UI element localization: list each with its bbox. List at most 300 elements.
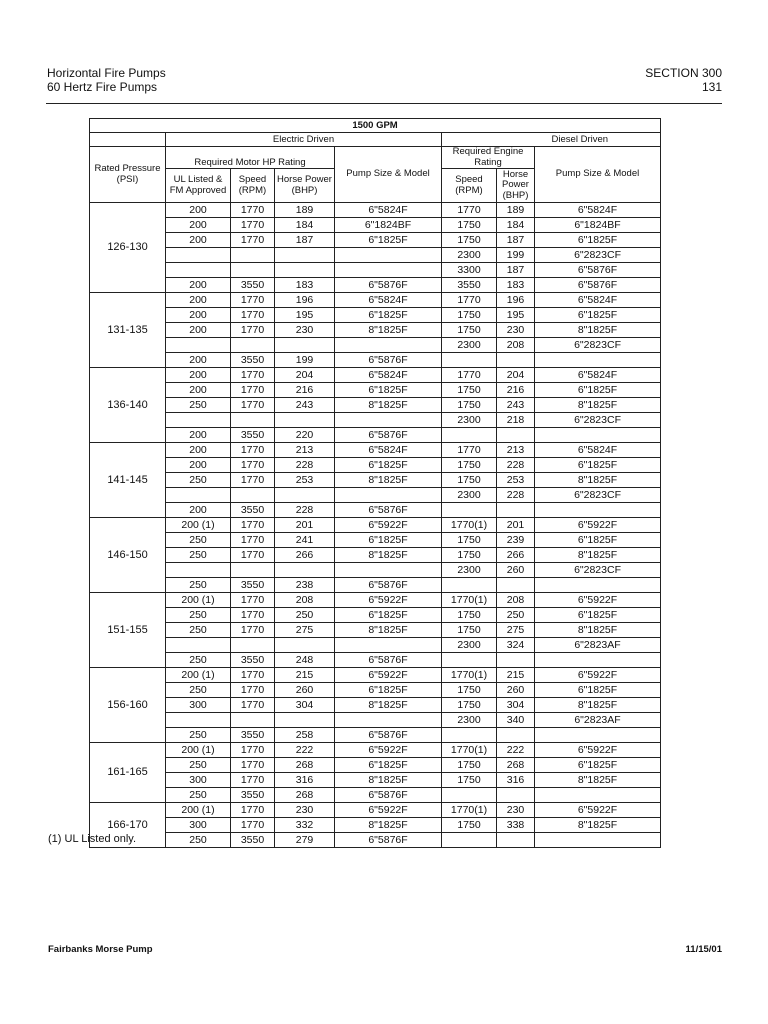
engine-rating-header: Required Engine Rating xyxy=(442,147,535,169)
diesel-hp-cell xyxy=(497,578,535,593)
diesel-speed-cell: 2300 xyxy=(442,638,497,653)
ul-fm-hp-cell: 200 xyxy=(166,278,231,293)
electric-pump-size-header: Pump Size & Model xyxy=(335,147,442,203)
electric-hp-cell: 241 xyxy=(275,533,335,548)
electric-speed-cell: 1770 xyxy=(231,398,275,413)
diesel-speed-cell: 2300 xyxy=(442,713,497,728)
diesel-speed-cell: 1770(1) xyxy=(442,668,497,683)
diesel-hp-cell: 304 xyxy=(497,698,535,713)
electric-hp-cell: 195 xyxy=(275,308,335,323)
ul-fm-hp-cell: 250 xyxy=(166,683,231,698)
diesel-pump-model-cell: 6"2823CF xyxy=(535,563,661,578)
electric-hp-cell: 268 xyxy=(275,758,335,773)
ul-fm-hp-cell: 200 (1) xyxy=(166,593,231,608)
diesel-pump-model-cell: 8"1825F xyxy=(535,818,661,833)
ul-fm-hp-cell xyxy=(166,638,231,653)
diesel-pump-model-cell: 8"1825F xyxy=(535,323,661,338)
ul-fm-hp-cell: 200 (1) xyxy=(166,668,231,683)
diesel-pump-model-cell: 6"2823CF xyxy=(535,338,661,353)
electric-hp-cell: 243 xyxy=(275,398,335,413)
ul-fm-hp-cell: 250 xyxy=(166,653,231,668)
electric-pump-model-cell: 6"1825F xyxy=(335,533,442,548)
table-row xyxy=(90,203,661,218)
diesel-hp-cell: 196 xyxy=(497,293,535,308)
diesel-pump-model-cell: 6"5824F xyxy=(535,368,661,383)
table-row xyxy=(90,638,661,653)
diesel-hp-cell: 204 xyxy=(497,368,535,383)
table-row xyxy=(90,743,661,758)
table-row xyxy=(90,653,661,668)
electric-pump-model-cell: 6"1825F xyxy=(335,308,442,323)
electric-hp-cell: 279 xyxy=(275,833,335,848)
diesel-speed-cell: 1750 xyxy=(442,233,497,248)
electric-speed-cell: 1770 xyxy=(231,293,275,308)
ul-fm-hp-cell xyxy=(166,713,231,728)
diesel-hp-cell: 266 xyxy=(497,548,535,563)
rated-pressure-cell: 141-145 xyxy=(90,443,166,518)
electric-speed-cell: 1770 xyxy=(231,323,275,338)
electric-pump-model-cell: 6"1825F xyxy=(335,383,442,398)
ul-fm-hp-cell: 300 xyxy=(166,818,231,833)
motor-hp-header: Required Motor HP Rating xyxy=(166,147,335,169)
electric-hp-cell: 250 xyxy=(275,608,335,623)
electric-speed-cell xyxy=(231,488,275,503)
electric-pump-model-cell: 8"1825F xyxy=(335,818,442,833)
ul-fm-hp-cell: 250 xyxy=(166,758,231,773)
diesel-pump-model-cell xyxy=(535,353,661,368)
electric-speed-cell: 1770 xyxy=(231,698,275,713)
diesel-pump-model-cell: 8"1825F xyxy=(535,398,661,413)
electric-speed-cell: 1770 xyxy=(231,533,275,548)
ul-fm-hp-cell xyxy=(166,263,231,278)
electric-pump-model-cell: 6"1825F xyxy=(335,683,442,698)
diesel-pump-model-cell: 6"2823CF xyxy=(535,488,661,503)
diesel-pump-model-cell xyxy=(535,728,661,743)
diesel-pump-model-cell: 6"5876F xyxy=(535,263,661,278)
electric-pump-model-cell: 6"5876F xyxy=(335,278,442,293)
rated-pressure-cell: 156-160 xyxy=(90,668,166,743)
electric-hp-cell: 189 xyxy=(275,203,335,218)
ul-fm-hp-cell: 200 xyxy=(166,323,231,338)
electric-speed-cell: 1770 xyxy=(231,233,275,248)
diesel-speed-cell: 1750 xyxy=(442,383,497,398)
diesel-hp-cell: 260 xyxy=(497,563,535,578)
diesel-pump-model-cell: 8"1825F xyxy=(535,473,661,488)
electric-hp-cell: 213 xyxy=(275,443,335,458)
table-row xyxy=(90,683,661,698)
electric-speed-cell: 1770 xyxy=(231,623,275,638)
table-row xyxy=(90,428,661,443)
electric-speed-cell: 3550 xyxy=(231,428,275,443)
diesel-hp-cell: 338 xyxy=(497,818,535,833)
table-row xyxy=(90,353,661,368)
table-row xyxy=(90,308,661,323)
electric-hp-cell: 208 xyxy=(275,593,335,608)
electric-hp-cell: 230 xyxy=(275,803,335,818)
electric-pump-model-cell: 6"1825F xyxy=(335,458,442,473)
table-row xyxy=(90,758,661,773)
diesel-pump-model-cell: 6"2823AF xyxy=(535,713,661,728)
diesel-hp-cell: 213 xyxy=(497,443,535,458)
electric-speed-cell: 3550 xyxy=(231,833,275,848)
diesel-hp-cell: 250 xyxy=(497,608,535,623)
diesel-speed-cell: 1770 xyxy=(442,368,497,383)
electric-pump-model-cell: 6"1825F xyxy=(335,608,442,623)
rated-pressure-cell: 151-155 xyxy=(90,593,166,668)
diesel-speed-cell: 1750 xyxy=(442,758,497,773)
pump-rating-table xyxy=(89,118,661,848)
diesel-speed-cell: 1770(1) xyxy=(442,593,497,608)
diesel-hp-cell: 199 xyxy=(497,248,535,263)
ul-fm-hp-cell: 250 xyxy=(166,548,231,563)
electric-pump-model-cell: 6"5922F xyxy=(335,803,442,818)
table-row xyxy=(90,398,661,413)
electric-speed-cell: 1770 xyxy=(231,668,275,683)
table-row xyxy=(90,413,661,428)
ul-fm-hp-cell: 200 (1) xyxy=(166,803,231,818)
diesel-hp-cell: 253 xyxy=(497,473,535,488)
diesel-speed-cell: 1750 xyxy=(442,683,497,698)
electric-pump-model-cell: 8"1825F xyxy=(335,773,442,788)
diesel-hp-cell: 239 xyxy=(497,533,535,548)
ul-fm-hp-cell: 250 xyxy=(166,398,231,413)
diesel-pump-model-cell: 6"1825F xyxy=(535,683,661,698)
electric-pump-model-cell xyxy=(335,713,442,728)
diesel-pump-size-header: Pump Size & Model xyxy=(535,147,661,203)
footer-date: 11/15/01 xyxy=(685,944,722,955)
electric-hp-cell: 196 xyxy=(275,293,335,308)
ul-fm-header: UL Listed & FM Approved xyxy=(166,169,231,203)
electric-speed-cell: 1770 xyxy=(231,443,275,458)
electric-hp-cell: 187 xyxy=(275,233,335,248)
electric-hp-cell: 201 xyxy=(275,518,335,533)
diesel-hp-cell: 208 xyxy=(497,338,535,353)
table-row xyxy=(90,338,661,353)
electric-hp-cell: 248 xyxy=(275,653,335,668)
diesel-speed-cell: 1750 xyxy=(442,398,497,413)
electric-pump-model-cell: 6"5876F xyxy=(335,833,442,848)
electric-hp-cell xyxy=(275,563,335,578)
table-row xyxy=(90,698,661,713)
header-section xyxy=(645,66,722,94)
diesel-pump-model-cell: 6"2823CF xyxy=(535,248,661,263)
electric-speed-cell: 1770 xyxy=(231,218,275,233)
diesel-hp-cell: 215 xyxy=(497,668,535,683)
diesel-speed-cell: 2300 xyxy=(442,563,497,578)
table-row xyxy=(90,533,661,548)
diesel-hp-cell: 230 xyxy=(497,323,535,338)
table-row xyxy=(90,518,661,533)
diesel-speed-cell: 1750 xyxy=(442,548,497,563)
diesel-pump-model-cell: 8"1825F xyxy=(535,773,661,788)
diesel-speed-cell: 1770 xyxy=(442,443,497,458)
diesel-speed-cell: 3550 xyxy=(442,278,497,293)
electric-hp-cell xyxy=(275,638,335,653)
electric-speed-cell xyxy=(231,248,275,263)
electric-hp-cell: 316 xyxy=(275,773,335,788)
rated-pressure-cell: 131-135 xyxy=(90,293,166,368)
electric-pump-model-cell: 8"1825F xyxy=(335,698,442,713)
diesel-speed-cell: 2300 xyxy=(442,248,497,263)
ul-fm-hp-cell xyxy=(166,248,231,263)
diesel-speed-cell: 1770 xyxy=(442,293,497,308)
table-row xyxy=(90,728,661,743)
electric-speed-cell: 1770 xyxy=(231,818,275,833)
diesel-pump-model-cell: 6"2823AF xyxy=(535,638,661,653)
electric-speed-cell: 1770 xyxy=(231,548,275,563)
diesel-pump-model-cell xyxy=(535,578,661,593)
ul-fm-hp-cell xyxy=(166,413,231,428)
diesel-pump-model-cell xyxy=(535,833,661,848)
electric-speed-cell: 3550 xyxy=(231,278,275,293)
electric-hp-cell: 216 xyxy=(275,383,335,398)
electric-speed-cell: 3550 xyxy=(231,503,275,518)
diesel-hp-cell xyxy=(497,503,535,518)
electric-hp-cell: 220 xyxy=(275,428,335,443)
ul-fm-hp-cell: 200 (1) xyxy=(166,518,231,533)
diesel-speed-cell: 1750 xyxy=(442,533,497,548)
ul-fm-hp-cell: 250 xyxy=(166,533,231,548)
electric-hp-cell: 204 xyxy=(275,368,335,383)
electric-hp-cell: 266 xyxy=(275,548,335,563)
electric-hp-cell xyxy=(275,488,335,503)
diesel-pump-model-cell: 8"1825F xyxy=(535,698,661,713)
diesel-hp-cell xyxy=(497,353,535,368)
diesel-pump-model-cell: 6"1824BF xyxy=(535,218,661,233)
diesel-pump-model-cell: 6"1825F xyxy=(535,458,661,473)
diesel-pump-model-cell xyxy=(535,428,661,443)
electric-pump-model-cell: 6"5922F xyxy=(335,743,442,758)
table-title: 1500 GPM xyxy=(90,119,661,133)
electric-pump-model-cell xyxy=(335,338,442,353)
diesel-speed-cell: 1750 xyxy=(442,458,497,473)
table-row xyxy=(90,218,661,233)
diesel-speed-cell: 1750 xyxy=(442,623,497,638)
diesel-pump-model-cell: 6"5824F xyxy=(535,293,661,308)
table-row xyxy=(90,503,661,518)
electric-speed-cell: 3550 xyxy=(231,788,275,803)
diesel-hp-cell: 324 xyxy=(497,638,535,653)
diesel-pump-model-cell: 6"1825F xyxy=(535,383,661,398)
electric-hp-cell: 268 xyxy=(275,788,335,803)
electric-hp-cell: 222 xyxy=(275,743,335,758)
table-row xyxy=(90,233,661,248)
table-row xyxy=(90,278,661,293)
electric-hp-cell: 184 xyxy=(275,218,335,233)
electric-speed-cell: 1770 xyxy=(231,383,275,398)
electric-pump-model-cell: 6"5876F xyxy=(335,353,442,368)
ul-fm-hp-cell: 200 xyxy=(166,203,231,218)
table-row xyxy=(90,263,661,278)
ul-fm-hp-cell: 200 xyxy=(166,218,231,233)
electric-pump-model-cell: 8"1825F xyxy=(335,323,442,338)
diesel-pump-model-cell: 6"1825F xyxy=(535,758,661,773)
diesel-pump-model-cell: 6"5824F xyxy=(535,443,661,458)
electric-speed-cell: 1770 xyxy=(231,368,275,383)
table-row xyxy=(90,773,661,788)
diesel-hp-cell: 218 xyxy=(497,413,535,428)
diesel-pump-model-cell: 8"1825F xyxy=(535,548,661,563)
ul-fm-hp-cell: 200 xyxy=(166,428,231,443)
diesel-hp-cell xyxy=(497,728,535,743)
table-row xyxy=(90,458,661,473)
ul-fm-hp-cell: 250 xyxy=(166,623,231,638)
ul-fm-hp-cell: 200 xyxy=(166,503,231,518)
diesel-hp-cell: 184 xyxy=(497,218,535,233)
diesel-speed-header: Speed (RPM) xyxy=(442,169,497,203)
diesel-hp-cell: 340 xyxy=(497,713,535,728)
diesel-hp-cell: 275 xyxy=(497,623,535,638)
diesel-pump-model-cell: 6"5922F xyxy=(535,803,661,818)
diesel-hp-cell: 243 xyxy=(497,398,535,413)
footer-company: Fairbanks Morse Pump xyxy=(48,944,153,955)
electric-pump-model-cell: 6"5824F xyxy=(335,203,442,218)
pump-table-body xyxy=(90,203,661,848)
diesel-pump-model-cell: 6"5922F xyxy=(535,743,661,758)
diesel-hp-header: Horse Power (BHP) xyxy=(497,169,535,203)
diesel-pump-model-cell xyxy=(535,503,661,518)
table-row xyxy=(90,563,661,578)
diesel-hp-cell: 189 xyxy=(497,203,535,218)
electric-pump-model-cell: 6"5876F xyxy=(335,428,442,443)
table-row xyxy=(90,668,661,683)
electric-speed-cell: 1770 xyxy=(231,773,275,788)
electric-hp-cell: 260 xyxy=(275,683,335,698)
ul-fm-hp-cell xyxy=(166,488,231,503)
electric-hp-cell: 275 xyxy=(275,623,335,638)
electric-pump-model-cell: 6"5876F xyxy=(335,788,442,803)
ul-fm-hp-cell: 250 xyxy=(166,788,231,803)
rated-pressure-cell: 136-140 xyxy=(90,368,166,443)
electric-pump-model-cell: 6"5824F xyxy=(335,293,442,308)
diesel-pump-model-cell: 8"1825F xyxy=(535,623,661,638)
electric-hp-cell xyxy=(275,713,335,728)
electric-speed-cell xyxy=(231,638,275,653)
ul-fm-hp-cell xyxy=(166,563,231,578)
diesel-hp-cell: 268 xyxy=(497,758,535,773)
diesel-hp-cell xyxy=(497,428,535,443)
electric-pump-model-cell xyxy=(335,413,442,428)
diesel-pump-model-cell: 6"1825F xyxy=(535,608,661,623)
ul-fm-hp-cell: 300 xyxy=(166,698,231,713)
electric-pump-model-cell xyxy=(335,248,442,263)
electric-pump-model-cell: 6"5824F xyxy=(335,443,442,458)
electric-speed-cell: 3550 xyxy=(231,578,275,593)
electric-speed-cell: 1770 xyxy=(231,758,275,773)
table-row xyxy=(90,713,661,728)
diesel-speed-cell xyxy=(442,578,497,593)
footnote: (1) UL Listed only. xyxy=(48,833,137,845)
diesel-speed-cell: 2300 xyxy=(442,488,497,503)
diesel-hp-cell: 222 xyxy=(497,743,535,758)
table-row xyxy=(90,248,661,263)
ul-fm-hp-cell: 200 xyxy=(166,383,231,398)
table-row xyxy=(90,473,661,488)
diesel-pump-model-cell: 6"5876F xyxy=(535,278,661,293)
diesel-pump-model-cell xyxy=(535,653,661,668)
diesel-speed-cell xyxy=(442,428,497,443)
electric-hp-cell: 215 xyxy=(275,668,335,683)
electric-pump-model-cell: 6"5922F xyxy=(335,668,442,683)
diesel-speed-cell: 3300 xyxy=(442,263,497,278)
diesel-pump-model-cell: 6"1825F xyxy=(535,308,661,323)
diesel-hp-cell: 208 xyxy=(497,593,535,608)
electric-pump-model-cell: 6"1825F xyxy=(335,758,442,773)
diesel-speed-cell: 1770(1) xyxy=(442,743,497,758)
diesel-hp-cell: 260 xyxy=(497,683,535,698)
diesel-pump-model-cell: 6"2823CF xyxy=(535,413,661,428)
ul-fm-hp-cell: 250 xyxy=(166,473,231,488)
diesel-hp-cell: 228 xyxy=(497,488,535,503)
table-row xyxy=(90,818,661,833)
table-row xyxy=(90,293,661,308)
header-title-line2: 60 Hertz Fire Pumps xyxy=(47,80,158,94)
table-row xyxy=(90,788,661,803)
table-row xyxy=(90,803,661,818)
diesel-hp-cell: 201 xyxy=(497,518,535,533)
ul-fm-hp-cell: 200 (1) xyxy=(166,743,231,758)
header-divider xyxy=(46,103,722,104)
rated-pressure-cell: 166-170 xyxy=(90,803,166,848)
electric-speed-cell: 1770 xyxy=(231,593,275,608)
electric-pump-model-cell: 6"5876F xyxy=(335,653,442,668)
diesel-speed-cell: 1750 xyxy=(442,698,497,713)
diesel-pump-model-cell: 6"5922F xyxy=(535,593,661,608)
header-blank-cell xyxy=(90,133,166,147)
electric-hp-cell: 228 xyxy=(275,458,335,473)
electric-speed-cell: 1770 xyxy=(231,608,275,623)
diesel-speed-cell: 1750 xyxy=(442,473,497,488)
electric-pump-model-cell xyxy=(335,488,442,503)
electric-hp-cell: 238 xyxy=(275,578,335,593)
electric-hp-cell: 230 xyxy=(275,323,335,338)
electric-pump-model-cell: 6"5922F xyxy=(335,593,442,608)
electric-speed-header: Speed (RPM) xyxy=(231,169,275,203)
diesel-speed-cell: 1750 xyxy=(442,818,497,833)
electric-speed-cell: 1770 xyxy=(231,203,275,218)
electric-hp-cell: 304 xyxy=(275,698,335,713)
ul-fm-hp-cell: 200 xyxy=(166,443,231,458)
diesel-hp-cell xyxy=(497,653,535,668)
diesel-hp-cell: 216 xyxy=(497,383,535,398)
electric-speed-cell: 1770 xyxy=(231,473,275,488)
table-row xyxy=(90,593,661,608)
electric-hp-cell: 253 xyxy=(275,473,335,488)
table-row xyxy=(90,368,661,383)
electric-pump-model-cell: 8"1825F xyxy=(335,473,442,488)
diesel-hp-cell xyxy=(497,833,535,848)
electric-pump-model-cell xyxy=(335,263,442,278)
diesel-hp-cell: 228 xyxy=(497,458,535,473)
table-row xyxy=(90,443,661,458)
diesel-hp-cell: 316 xyxy=(497,773,535,788)
electric-pump-model-cell xyxy=(335,638,442,653)
electric-speed-cell xyxy=(231,263,275,278)
diesel-pump-model-cell: 6"5922F xyxy=(535,518,661,533)
table-row xyxy=(90,383,661,398)
diesel-speed-cell: 1770(1) xyxy=(442,518,497,533)
electric-speed-cell: 1770 xyxy=(231,308,275,323)
electric-hp-cell xyxy=(275,338,335,353)
diesel-speed-cell: 2300 xyxy=(442,338,497,353)
ul-fm-hp-cell: 250 xyxy=(166,833,231,848)
table-row xyxy=(90,488,661,503)
diesel-hp-cell xyxy=(497,788,535,803)
diesel-pump-model-cell: 6"1825F xyxy=(535,533,661,548)
header-title xyxy=(47,66,166,94)
ul-fm-hp-cell: 200 xyxy=(166,308,231,323)
electric-speed-cell: 1770 xyxy=(231,743,275,758)
